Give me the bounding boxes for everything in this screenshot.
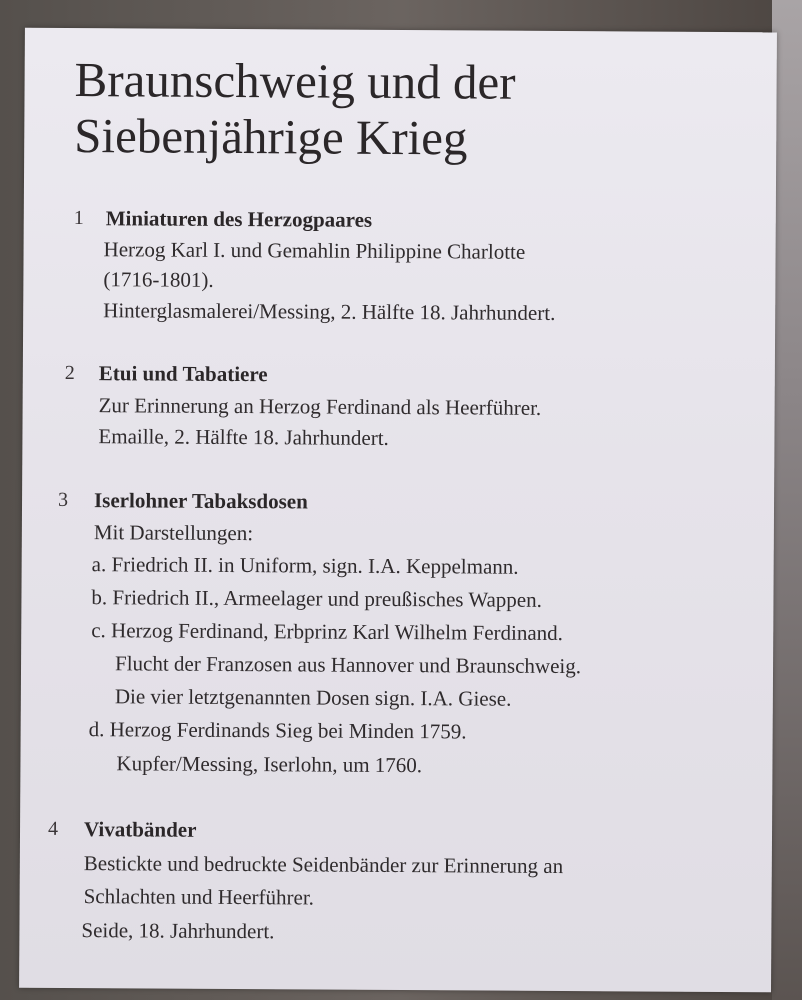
entry-heading: Miniaturen des Herzogpaares bbox=[105, 206, 373, 232]
entry-line: Mit Darstellungen: bbox=[93, 520, 254, 546]
title-line-2: Siebenjährige Krieg bbox=[74, 108, 468, 166]
entry-number: 4 bbox=[47, 817, 59, 840]
entry-line: Zur Erinnerung an Herzog Ferdinand als Heerführer. bbox=[98, 393, 542, 420]
entry-heading: Iserlohner Tabaksdosen bbox=[93, 488, 308, 514]
entry-line: Kupfer/Messing, Iserlohn, um 1760. bbox=[116, 751, 423, 778]
entry-line: Emaille, 2. Hälfte 18. Jahrhundert. bbox=[98, 424, 389, 450]
entry-heading: Vivatbänder bbox=[83, 817, 197, 842]
entry-line: Schlachten und Heerführer. bbox=[83, 884, 315, 910]
entry-line: Hinterglasmalerei/Messing, 2. Hälfte 18. Jahrhundert. bbox=[103, 298, 556, 325]
wall-edge bbox=[772, 0, 802, 1000]
entry-line: b. Friedrich II., Armeelager und preußisches Wappen. bbox=[91, 585, 542, 612]
museum-label-card bbox=[19, 28, 777, 993]
entry-line: Seide, 18. Jahrhundert. bbox=[81, 918, 275, 944]
entry-number: 3 bbox=[57, 488, 69, 511]
entry-line: Bestickte und bedruckte Seidenbänder zur Erinnerung an bbox=[83, 851, 564, 879]
entry-line: Herzog Karl I. und Gemahlin Philippine Charlotte bbox=[103, 237, 526, 264]
entry-line: (1716-1801). bbox=[103, 267, 214, 292]
entry-number: 2 bbox=[64, 361, 75, 385]
title-line-1: Braunschweig und der bbox=[74, 52, 516, 110]
entry-line: Die vier letztgenannten Dosen sign. I.A. Giese. bbox=[114, 684, 512, 711]
entry-line: a. Friedrich II. in Uniform, sign. I.A. Keppelmann. bbox=[91, 552, 519, 579]
page-title bbox=[74, 52, 755, 168]
entry-line: c. Herzog Ferdinand, Erbprinz Karl Wilhelm Ferdinand. bbox=[91, 618, 564, 646]
entry-heading: Etui und Tabatiere bbox=[98, 361, 268, 387]
entry-number: 1 bbox=[73, 207, 84, 230]
entry-line: Flucht der Franzosen aus Hannover und Braunschweig. bbox=[114, 651, 582, 679]
entry-line: d. Herzog Ferdinands Sieg bei Minden 1759. bbox=[88, 717, 467, 744]
